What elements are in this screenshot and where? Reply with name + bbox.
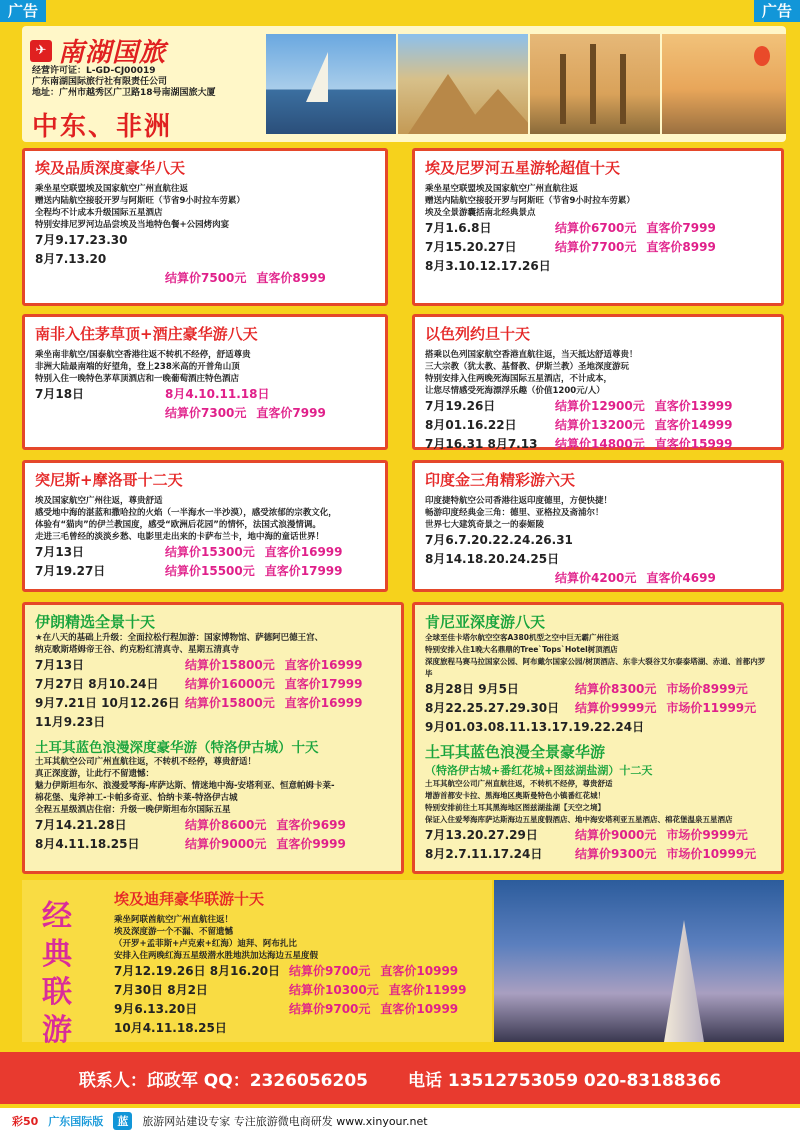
price-row [35, 250, 375, 269]
desc-line: 特别安排前往土耳其黑海地区图兹湖盐湖【天空之境】 [425, 803, 605, 812]
package-card [412, 460, 784, 592]
desc-line: 纳克歌斯塔姆帝王谷、约克粉红清真寺、星期五清真寺 [35, 645, 240, 655]
license-info [32, 66, 216, 99]
desc-line: 非洲大陆最南端的好望角，登上238米高的开普角山顶 [35, 362, 240, 372]
burj-al-arab-photo [494, 880, 784, 1042]
package-prices [425, 219, 771, 276]
package-title: 突尼斯+摩洛哥十二天 [35, 471, 183, 489]
price-row [425, 718, 771, 737]
balloon-photo [662, 34, 786, 134]
turkey-deep-prices [35, 816, 391, 854]
direct-price: 市场价9999元 [666, 828, 748, 842]
price-row [35, 713, 391, 732]
settlement-price: 结算价9300元 [575, 847, 657, 861]
desc-line: 特别安排尼罗河边品尝埃及当地特色餐+公园烤肉宴 [35, 220, 230, 230]
package-prices [35, 543, 375, 581]
desc-line: 全程均不计成本升级国际五星酒店 [35, 208, 163, 218]
desc-line: 乘坐阿联酋航空广州直航往返！ [114, 915, 234, 925]
tour-dates: 11月9.23日 [35, 715, 106, 729]
desc-line: 乘坐南非航空/国泰航空香港往返不转机不经停，舒适尊贵 [35, 350, 251, 360]
tour-dates: 7月30日 8月2日 [114, 983, 208, 997]
contact-bar [0, 1052, 800, 1104]
tour-dates: 7月15.20.27日 [425, 240, 517, 254]
footer [0, 1108, 800, 1134]
company: 广东南湖国际旅行社有限责任公司 [32, 77, 168, 87]
package-desc [425, 349, 771, 397]
tour-dates: 7月16.31 8月7.13 [425, 437, 538, 451]
tour-dates: 7月19.26日 [425, 399, 496, 413]
price-row [35, 269, 375, 288]
desc-line: 深度旅程马赛马拉国家公园、阿布戴尔国家公园/树顶酒店、东非大裂谷艾尔泰泰塔湖、赤道、首都内罗毕 [425, 657, 766, 678]
package-title: 印度金三角精彩游六天 [425, 471, 576, 489]
price-row [35, 543, 375, 562]
desc-line: 增游首都安卡拉、黑海地区奥斯曼特色小镇番红花城！ [425, 791, 605, 800]
classic-label: 经典联游 [42, 899, 72, 1048]
tour-dates: 7月13.20.27.29日 [425, 828, 538, 842]
classic-title: 埃及迪拜豪华联游十天 [114, 890, 265, 908]
settlement-price: 结算价15800元 [185, 658, 275, 672]
price-row [114, 962, 484, 981]
price-row [35, 694, 391, 713]
turkey-full-prices [425, 826, 771, 864]
tour-dates: 8月01.16.22日 [425, 418, 517, 432]
classic-combo-section [22, 880, 492, 1048]
kenya-prices [425, 680, 771, 737]
package-prices [425, 531, 771, 588]
price-row [425, 219, 771, 238]
nile-felucca-photo [266, 34, 396, 134]
contact-phone: 电话 13512753059 020-83188366 [407, 1070, 722, 1091]
price-row [114, 1000, 484, 1019]
desc-line: ★在八天的基础上升级：全面拉松行程加游：国家博物馆、萨德阿巴德王宫、 [35, 633, 324, 643]
iran-turkey-box [22, 602, 404, 874]
desc-line: 走进三毛曾经的淡淡乡愁、电影里走出来的卡萨布兰卡，地中海的童话世界！ [35, 532, 325, 542]
desc-line: 魅力伊斯坦布尔、浪漫爱琴海-库萨达斯、情迷地中海-安塔利亚、恒意帕姆卡莱- [35, 781, 335, 791]
package-prices [35, 231, 375, 288]
price-row [35, 656, 391, 675]
desc-line: 世界七大建筑奇景之一的泰姬陵 [425, 520, 545, 530]
header-photos [266, 34, 786, 134]
turkey-deep-desc [35, 756, 391, 816]
tour-dates: 10月4.11.18.25日 [114, 1021, 227, 1035]
price-row [35, 404, 375, 423]
classic-desc [114, 914, 484, 962]
direct-price: 直客价13999 [654, 399, 733, 413]
package-title: 埃及品质深度豪华八天 [35, 159, 186, 177]
desc-line: 保证入住爱琴海库萨达斯海边五星度假酒店、地中海安塔利亚五星酒店、棉花堡温泉五星酒店 [425, 815, 733, 824]
logo-icon: ✈ [30, 40, 52, 62]
ad-label-right: 广告 [754, 0, 800, 22]
tour-dates: 7月6.7.20.22.24.26.31 [425, 533, 573, 547]
settlement-price: 结算价7700元 [555, 240, 637, 254]
desc-line: 全程五星级酒店住宿：升级一晚伊斯坦布尔国际五星 [35, 805, 231, 815]
desc-line: 三大宗教（犹太教、基督教、伊斯兰教）圣地深度游玩 [425, 362, 630, 372]
settlement-price: 结算价16000元 [185, 677, 275, 691]
desc-line: 乘坐星空联盟埃及国家航空广州直航往返 [35, 184, 189, 194]
turkey-full-desc [425, 778, 771, 826]
kenya-title: 肯尼亚深度游八天 [425, 613, 546, 631]
desc-line: 赠送内陆航空接驳开罗与阿斯旺（节省9小时拉车劳累） [425, 196, 635, 206]
settlement-price: 结算价6700元 [555, 221, 637, 235]
contact-person: 联系人：邱政军 QQ：2326056205 [78, 1070, 368, 1091]
tour-dates [35, 404, 165, 423]
package-title: 埃及尼罗河五星游轮超值十天 [425, 159, 621, 177]
desc-line: 特别安排入住1晚大名鼎鼎的Tree`Tops`Hotel树顶酒店 [425, 645, 618, 654]
price-row [425, 845, 771, 864]
price-row [425, 826, 771, 845]
tour-dates: 7月1.6.8日 [425, 221, 492, 235]
direct-price: 直客价17999 [264, 564, 343, 578]
direct-price: 直客价8999 [256, 271, 326, 285]
footer-badge: 蓝 [113, 1112, 132, 1130]
direct-price: 市场价11999元 [666, 701, 757, 715]
tour-dates: 7月12.19.26日 8月16.20日 [114, 964, 281, 978]
desc-line: 埃及国家航空广州往返，尊贵舒适 [35, 496, 163, 506]
desc-line: 棉花堡、鬼斧神工-卡帕多奇亚、恰纳卡莱-特洛伊古城 [35, 793, 238, 803]
tour-dates: 8月22.25.27.29.30日 [425, 701, 560, 715]
iran-title: 伊朗精选全景十天 [35, 613, 156, 631]
desc-line: （开罗+孟菲斯+卢克索+红海）迪拜、阿布扎比 [114, 939, 297, 949]
desc-line: 全球至佳卡塔尔航空空客A380机型之空中巨无霸广州往返 [425, 633, 619, 642]
desc-line: 埃及深度游一个不漏、不留遗憾 [114, 927, 234, 937]
package-card [22, 148, 388, 306]
settlement-price: 结算价14800元 [555, 437, 645, 451]
settlement-price: 结算价15300元 [165, 545, 255, 559]
direct-price: 直客价10999 [380, 964, 459, 978]
tour-dates: 8月4.11.18.25日 [35, 837, 140, 851]
settlement-price: 8月4.10.11.18日 [165, 387, 270, 401]
tour-dates: 8月28日 9月5日 [425, 682, 519, 696]
pyramid-sphinx-photo [398, 34, 528, 134]
settlement-price: 结算价9700元 [289, 964, 371, 978]
settlement-price: 结算价10300元 [289, 983, 379, 997]
package-desc [35, 495, 375, 543]
desc-line: 特别入住一晚特色茅草顶酒店和一晚葡萄酒庄特色酒店 [35, 374, 240, 384]
desc-line: 土耳其航空公司广州直航往返，不转机不经停，尊贵舒适！ [35, 757, 257, 767]
direct-price: 直客价16999 [264, 545, 343, 559]
price-row [35, 231, 375, 250]
price-row [425, 257, 771, 276]
price-row [425, 531, 771, 550]
brand-name: 南湖国旅 [58, 38, 167, 68]
classic-prices [114, 962, 484, 1038]
turkey-full-title: 土耳其蓝色浪漫全景豪华游 [425, 743, 606, 761]
settlement-price: 结算价15500元 [165, 564, 255, 578]
footer-slogan: 旅游网站建设专家 专注旅游微电商研发 www.xinyour.net [142, 1115, 428, 1128]
desc-line: 搭乘以色列国家航空香港直航往返，当天抵达舒适尊贵！ [425, 350, 638, 360]
settlement-price: 结算价15800元 [185, 696, 275, 710]
price-row [35, 675, 391, 694]
price-row [425, 680, 771, 699]
package-prices [35, 385, 375, 423]
ad-label-left: 广告 [0, 0, 46, 22]
desc-line: 畅游印度经典金三角：德里、亚格拉及斋浦尔！ [425, 508, 604, 518]
package-title: 以色列约旦十天 [425, 325, 531, 343]
settlement-price: 结算价8300元 [575, 682, 657, 696]
direct-price: 直客价9699 [276, 818, 346, 832]
desc-line: 让您尽情感受死海漂浮乐趣（价值1200元/人） [425, 386, 605, 396]
direct-price: 直客价16999 [284, 696, 363, 710]
price-row [425, 569, 771, 588]
direct-price: 直客价7999 [256, 406, 326, 420]
price-row [425, 238, 771, 257]
price-row [35, 816, 391, 835]
tour-dates: 7月13日 [35, 658, 85, 672]
license: 经营许可证：L-GD-CJ00019 [32, 66, 156, 76]
package-title: 南非入住茅草顶+酒庄豪华游八天 [35, 325, 258, 343]
package-card [412, 148, 784, 306]
iran-prices [35, 656, 391, 732]
settlement-price: 结算价7300元 [165, 406, 247, 420]
desc-line: 感受地中海的湛蓝和撒哈拉的火焰（一半海水一半沙漠），感受浓郁的宗教文化， [35, 508, 337, 518]
price-row [425, 550, 771, 569]
price-row [114, 1019, 484, 1038]
kenya-turkey-box [412, 602, 784, 874]
desc-line: 印度捷特航空公司香港往返印度德里，方便快捷！ [425, 496, 613, 506]
tour-dates [425, 569, 555, 588]
tour-dates: 8月2.7.11.17.24日 [425, 847, 543, 861]
desc-line: 埃及全景游囊括南北经典景点 [425, 208, 536, 218]
settlement-price: 结算价9000元 [575, 828, 657, 842]
desc-line: 乘坐星空联盟埃及国家航空广州直航往返 [425, 184, 579, 194]
tour-dates: 7月14.21.28日 [35, 818, 127, 832]
direct-price: 直客价17999 [284, 677, 363, 691]
package-prices [425, 397, 771, 454]
package-desc [35, 183, 375, 231]
package-desc [425, 495, 771, 531]
desc-line: 特别安排入住两晚死海国际五星酒店，不计成本， [425, 374, 613, 384]
turkey-full-subtitle: （特洛伊古城+番红花城+图兹湖盐湖）十二天 [425, 764, 653, 777]
edition: 广东国际版 [48, 1115, 104, 1128]
giraffes-photo [530, 34, 660, 134]
desc-line: 赠送内陆航空接驳开罗与阿斯旺（节省9小时拉车劳累） [35, 196, 245, 206]
tour-dates: 9月7.21日 10月12.26日 [35, 696, 180, 710]
settlement-price: 结算价13200元 [555, 418, 645, 432]
iran-desc [35, 632, 391, 656]
page-number: 彩50 [12, 1115, 39, 1128]
desc-line: 体验有“猫肉”的伊兰教国度，感受“欧洲后花园”的情怀，法国式浪漫情调。 [35, 520, 321, 530]
direct-price: 市场价10999元 [666, 847, 757, 861]
price-row [114, 981, 484, 1000]
direct-price: 直客价16999 [284, 658, 363, 672]
direct-price: 市场价8999元 [666, 682, 748, 696]
tour-dates: 8月14.18.20.24.25日 [425, 552, 560, 566]
settlement-price: 结算价9700元 [289, 1002, 371, 1016]
price-row [35, 385, 375, 404]
tour-dates [35, 269, 165, 288]
package-desc [35, 349, 375, 385]
tour-dates: 7月13日 [35, 545, 85, 559]
direct-price: 直客价10999 [380, 1002, 459, 1016]
header [22, 26, 786, 142]
price-row [35, 562, 375, 581]
direct-price: 直客价8999 [646, 240, 716, 254]
kenya-desc [425, 632, 771, 680]
direct-price: 直客价4699 [646, 571, 716, 585]
package-card [22, 460, 388, 592]
settlement-price: 结算价7500元 [165, 271, 247, 285]
desc-line: 真正深度游，让此行不留遗憾： [35, 769, 155, 779]
tour-dates: 9月01.03.08.11.13.17.19.22.24日 [425, 720, 645, 734]
tour-dates: 9月6.13.20日 [114, 1002, 198, 1016]
direct-price: 直客价15999 [654, 437, 733, 451]
settlement-price: 结算价8600元 [185, 818, 267, 832]
package-card [22, 314, 388, 450]
price-row [425, 435, 771, 454]
brand-logo [30, 32, 166, 69]
tour-dates: 8月7.13.20 [35, 252, 107, 266]
direct-price: 直客价14999 [654, 418, 733, 432]
price-row [425, 397, 771, 416]
desc-line: 安排入住两晚红海五星级潜水胜地洪加达海边五星度假 [114, 951, 319, 961]
package-card [412, 314, 784, 450]
settlement-price: 结算价9999元 [575, 701, 657, 715]
direct-price: 直客价9999 [276, 837, 346, 851]
settlement-price: 结算价12900元 [555, 399, 645, 413]
direct-price: 直客价7999 [646, 221, 716, 235]
package-desc [425, 183, 771, 219]
tour-dates: 7月27日 8月10.24日 [35, 677, 159, 691]
turkey-deep-title: 土耳其蓝色浪漫深度豪华游（特洛伊古城）十天 [35, 740, 319, 756]
price-row [425, 416, 771, 435]
address: 地址：广州市越秀区广卫路18号南湖国旅大厦 [32, 88, 216, 98]
tour-dates: 7月19.27日 [35, 564, 106, 578]
desc-line: 土耳其航空公司广州直航往返，不转机不经停，尊贵舒适 [425, 779, 613, 788]
tour-dates: 8月3.10.12.17.26日 [425, 259, 551, 273]
price-row [425, 699, 771, 718]
direct-price: 直客价11999 [388, 983, 467, 997]
tour-dates: 7月9.17.23.30 [35, 233, 128, 247]
tour-dates: 7月18日 [35, 387, 85, 401]
region-title: 中东、非洲 [32, 112, 173, 142]
settlement-price: 结算价4200元 [555, 571, 637, 585]
price-row [35, 835, 391, 854]
settlement-price: 结算价9000元 [185, 837, 267, 851]
